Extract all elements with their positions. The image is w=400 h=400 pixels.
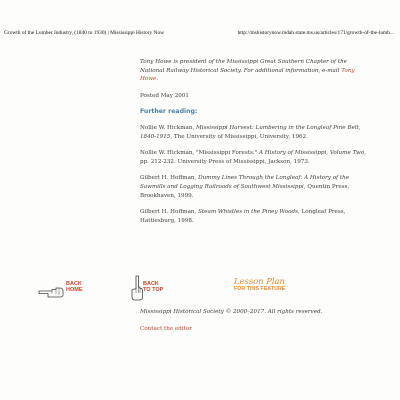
- lesson-plan-link[interactable]: [234, 277, 324, 299]
- posted-date: Posted May 2001: [140, 92, 189, 99]
- reading-item: [140, 124, 370, 141]
- back-top-line2: TO TOP: [143, 287, 164, 293]
- author-email-link[interactable]: Tony Howe: [140, 67, 355, 83]
- author-bio: [140, 58, 370, 84]
- reading-publisher: , Longleaf Press, Hattiesburg, 1998.: [140, 209, 346, 224]
- article-end-content: [140, 58, 370, 233]
- pointing-hand-icon: [38, 283, 64, 302]
- back-home-line2: HOME: [66, 287, 83, 293]
- author-bio-end: .: [156, 76, 159, 83]
- reading-title: A History of Mississippi, Volume Two: [258, 150, 365, 157]
- reading-publisher: , The University of Mississippi, University, 1962.: [170, 133, 308, 140]
- reading-title: Dummy Lines Through the Longleaf: A History of the Sawmills and Logging Railroads of Southwest Mississippi: [140, 175, 350, 190]
- reading-author: Nollie W. Hickman, "Mississippi Forests.": [140, 150, 259, 157]
- back-home-label: [66, 281, 83, 293]
- pointing-up-hand-icon: [131, 275, 143, 305]
- reading-author: Gilbert H. Hoffman,: [140, 175, 199, 182]
- contact-editor-link[interactable]: Contact the editor: [140, 325, 192, 332]
- further-reading-heading: Further reading:: [140, 108, 198, 116]
- reading-author: Nollie W. Hickman,: [140, 124, 197, 131]
- reading-item: [140, 208, 370, 225]
- back-top-line1: BACK: [143, 281, 159, 287]
- reading-title: Mississippi Harvest: Lumbering in the Longleaf Pine Belt, 1840-1915: [140, 124, 361, 140]
- reading-author: Gilbert H. Hoffman,: [140, 209, 199, 216]
- bottom-navigation: [0, 275, 400, 305]
- reading-item: [140, 174, 370, 200]
- author-bio-text: Tony Howe is president of the Mississippi Great Southern Chapter of the National Railway Historical Society. For additional information, e-mail: [140, 59, 347, 74]
- lesson-plan-title: Lesson Plan: [234, 276, 285, 286]
- reading-title: Steam Whistles in the Piney Woods: [198, 209, 298, 216]
- page-footer: [140, 308, 370, 341]
- page-header-url: http://mshistorynow.mdah.state.ms.us/articles/171/growth-of-the-lumb...: [237, 30, 394, 36]
- reading-publisher: , pp. 212-232. University Press of Mississippi, Jackson, 1973.: [140, 150, 366, 165]
- back-home-button[interactable]: [38, 279, 98, 299]
- page-header-title: Growth of the Lumber Industry, (1840 to 1930) | Mississippi History Now: [4, 30, 165, 36]
- back-home-line1: BACK: [66, 281, 82, 287]
- lesson-plan-subtitle: FOR THIS FEATURE: [234, 286, 286, 292]
- reading-item: [140, 149, 370, 166]
- copyright-notice: Mississippi Historical Society © 2000–2017. All rights reserved.: [140, 309, 323, 315]
- back-to-top-button[interactable]: [131, 275, 171, 303]
- reading-publisher: , Quentin Press, Brookhaven, 1999.: [140, 183, 350, 199]
- back-to-top-label: [143, 281, 163, 293]
